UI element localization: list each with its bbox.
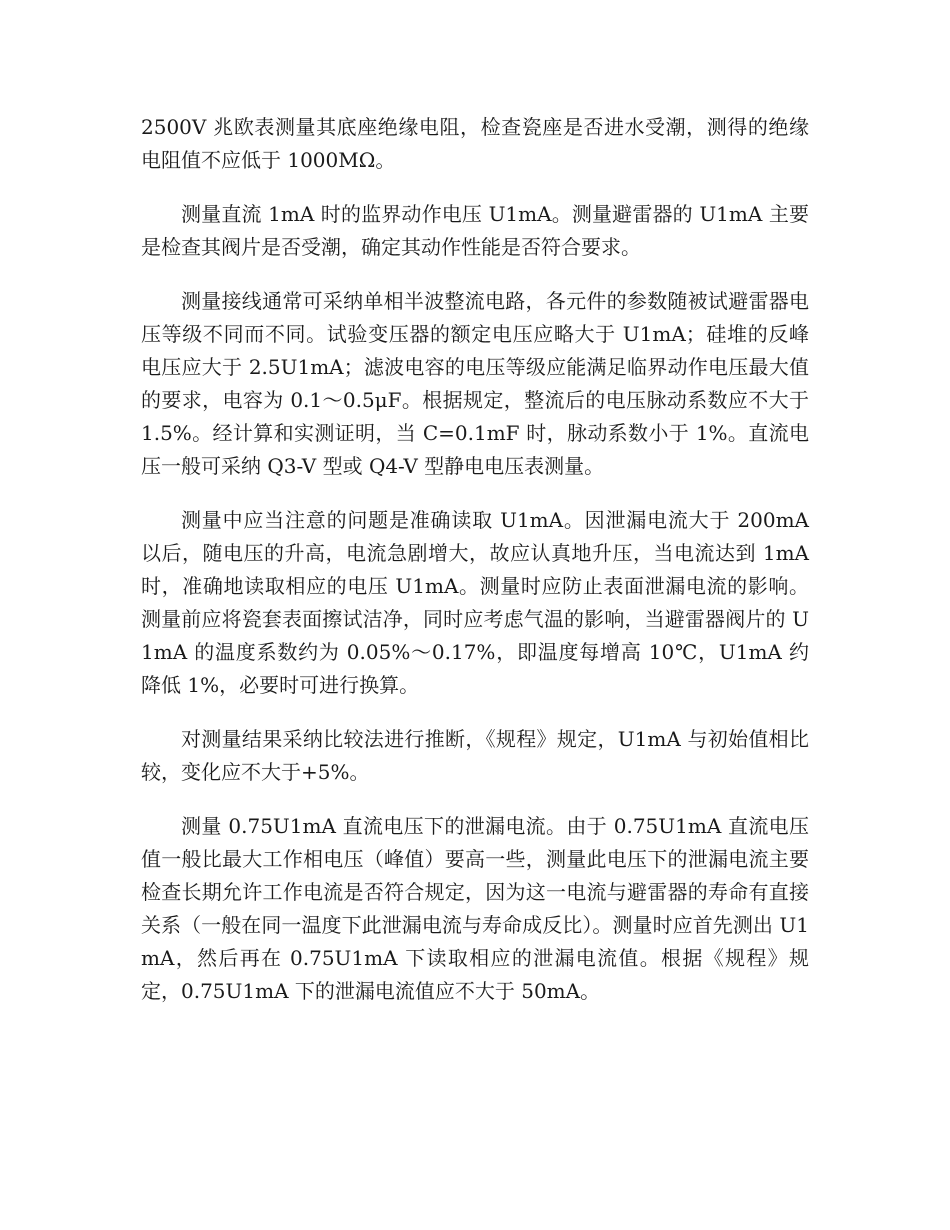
paragraph-wiring-circuit: 测量接线通常可采纳单相半波整流电路，各元件的参数随被试避雷器电压等级不同而不同。试验变压器的额定电压应略大于 U1mA；硅堆的反峰电压应大于 2.5U1mA；滤波电容的电压等级应能满足临界动作电压最大值的要求，电容为 0.1～0.5μF。根据规定，整流后的电压脉动系数应不大于 1.5%。经计算和实测证明，当 C=0.1mF 时，脉动系数小于 1%。直流电压一般可采纳 Q3-V 型或 Q4-V 型静电电压表测量。 bbox=[141, 289, 809, 478]
document-body bbox=[141, 111, 809, 1029]
paragraph-leakage-current: 测量 0.75U1mA 直流电压下的泄漏电流。由于 0.75U1mA 直流电压值一般比最大工作相电压（峰值）要高一些，测量此电压下的泄漏电流主要检查长期允许工作电流是否符合规定，因为这一电流与避雷器的寿命有直接关系（一般在同一温度下此泄漏电流与寿命成反比）。测量时应首先测出 U1mA，然后再在 0.75U1mA 下读取相应的泄漏电流值。根据《规程》规定，0.75U1mA 下的泄漏电流值应不大于 50mA。 bbox=[141, 814, 809, 1003]
paragraph-insulation-resistance: 2500V 兆欧表测量其底座绝缘电阻，检查瓷座是否进水受潮，测得的绝缘电阻值不应低于 1000MΩ。 bbox=[141, 115, 809, 172]
paragraph-comparison-method: 对测量结果采纳比较法进行推断，《规程》规定，U1mA 与初始值相比较，变化应不大于+5%。 bbox=[141, 727, 809, 784]
paragraph-u1ma-measurement: 测量直流 1mA 时的监界动作电压 U1mA。测量避雷器的 U1mA 主要是检查其阀片是否受潮，确定其动作性能是否符合要求。 bbox=[141, 202, 809, 259]
paragraph-reading-u1ma: 测量中应当注意的问题是准确读取 U1mA。因泄漏电流大于 200mA 以后，随电压的升高，电流急剧增大，故应认真地升压，当电流达到 1mA 时，准确地读取相应的电压 U1mA。测量时应防止表面泄漏电流的影响。测量前应将瓷套表面擦试洁净，同时应考虑气温的影响，当避雷器阀片的 U1mA 的温度系数约为 0.05%～0.17%，即温度每增高 10℃，U1mA 约降低 1%，必要时可进行换算。 bbox=[141, 508, 809, 697]
